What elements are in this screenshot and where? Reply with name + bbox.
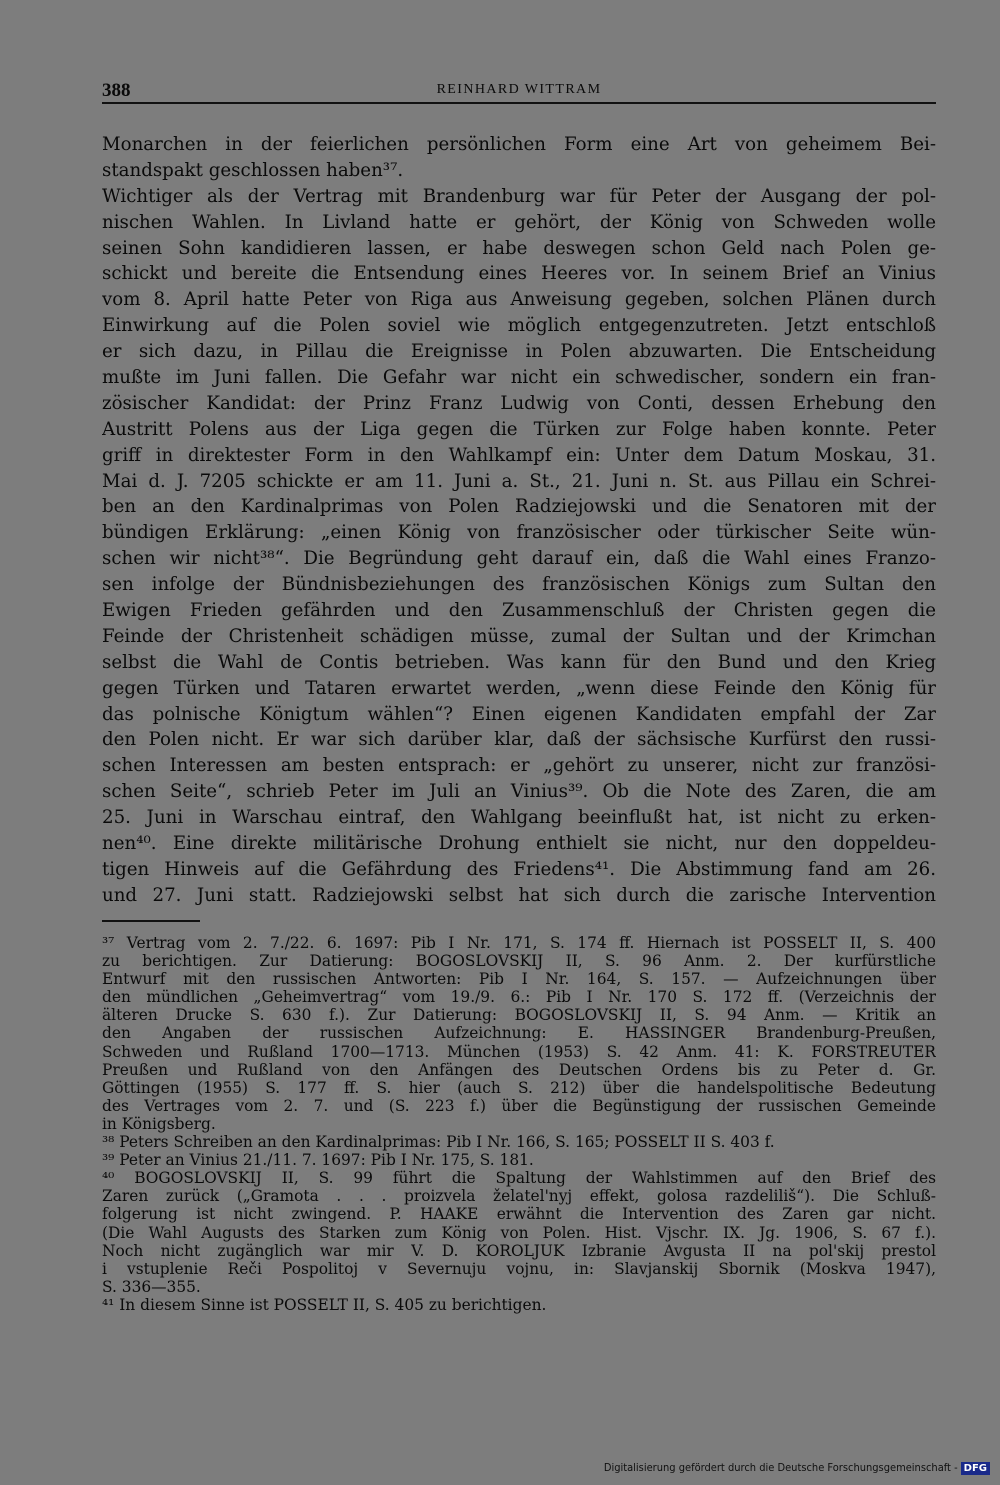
body-line: zösischer Kandidat: der Prinz Franz Ludwig von Conti, dessen Erhebung den [102,392,936,414]
body-line: das polnische Königtum wählen“? Einen eigenen Kandidaten empfahl der Zar [102,703,936,725]
body-line: er sich dazu, in Pillau die Ereignisse in Polen abzuwarten. Die Entscheidung [102,341,936,363]
body-line: vom 8. April hatte Peter von Riga aus Anweisung gegeben, solchen Plänen durch [102,289,936,311]
body-line: Mai d. J. 7205 schickte er am 11. Juni a. St., 21. Juni n. St. aus Pillau ein Schrei- [102,470,936,492]
footnote-line: in Königsberg. [102,1114,216,1133]
footnote-line: ³⁸ Peters Schreiben an den Kardinalprimas: Pib I Nr. 166, S. 165; POSSELT II S. 403 f. [102,1133,775,1152]
footnotes [102,934,936,1314]
body-line: 25. Juni in Warschau eintraf, den Wahlgang beeinflußt hat, ist nicht zu erken- [102,807,936,829]
footnote-line: des Vertrages vom 2. 7. und (S. 223 f.) über die Begünstigung der russischen Gemeinde [102,1096,936,1115]
body-line: gegen Türken und Tataren erwartet werden, „wenn diese Feinde den König für [102,677,936,699]
body-line: Monarchen in der feierlichen persönlichen Form eine Art von geheimem Bei- [102,134,936,155]
footnote-line: folgerung ist nicht zwingend. P. HAAKE erwähnt die Intervention des Zaren gar nicht. [102,1205,936,1224]
body-line: tigen Hinweis auf die Gefährdung des Friedens⁴¹. Die Abstimmung fand am 26. [102,858,936,880]
body-line: seinen Sohn kandidieren lassen, er habe deswegen schon Geld nach Polen ge- [102,237,936,259]
footnote-line: i vstuplenie Reči Pospolitoj v Severnuju vojnu, in: Slavjanskij Sbornik (Moskva 1947), [102,1259,936,1278]
body-line: griff in direktester Form in den Wahlkampf ein: Unter dem Datum Moskau, 31. [102,444,936,466]
footnote-line: Entwurf mit den russischen Antworten: Pib I Nr. 164, S. 157. — Aufzeichnungen über [102,970,936,989]
body-line: nischen Wahlen. In Livland hatte er gehört, der König von Schweden wolle [102,211,936,233]
footnote-line: Noch nicht zugänglich war mir V. D. KOROLJUK Izbranie Avgusta II na pol'skij prestol [102,1241,936,1260]
body-line: Wichtiger als der Vertrag mit Brandenburg war für Peter der Ausgang der pol- [102,185,936,207]
body-line: ben an den Kardinalprimas von Polen Radziejowski und die Senatoren mit der [102,496,936,518]
footnote-line: den mündlichen „Geheimvertrag“ vom 19./9. 6.: Pib I Nr. 170 S. 172 ff. (Verzeichnis der [102,988,936,1007]
body-line: sen infolge der Bündnisbeziehungen des französischen Königs zum Sultan den [102,574,936,596]
body-line: den Polen nicht. Er war sich darüber klar, daß der sächsische Kurfürst den russi- [102,729,936,751]
body-line: bündigen Erklärung: „einen König von französischer oder türkischer Seite wün- [102,522,936,544]
body-line: schen Interessen am besten entsprach: er „gehört zu unserer, nicht zur französi- [102,755,936,777]
body-line: schen wir nicht³⁸“. Die Begründung geht darauf ein, daß die Wahl eines Franzo- [102,548,936,570]
body-line: Feinde der Christenheit schädigen müsse, zumal der Sultan und der Krimchan [102,625,936,647]
body-line: nen⁴⁰. Eine direkte militärische Drohung enthielt sie nicht, nur den doppeldeu- [102,833,936,855]
body-line: und 27. Juni statt. Radziejowski selbst hat sich durch die zarische Intervention [102,884,936,906]
digitization-credit [604,1461,990,1475]
footnote-line: ³⁷ Vertrag vom 2. 7./22. 6. 1697: Pib I Nr. 171, S. 174 ff. Hiernach ist POSSELT II, S. 400 [102,934,936,952]
header-rule [102,102,936,104]
body-line: Einwirkung auf die Polen soviel wie möglich entgegenzutreten. Jetzt entschloß [102,315,936,337]
body-line: Ewigen Frieden gefährden und den Zusammenschluß der Christen gegen die [102,600,936,622]
running-head: REINHARD WITTRAM [436,82,602,97]
footnote-line: ³⁹ Peter an Vinius 21./11. 7. 1697: Pib I Nr. 175, S. 181. [102,1151,534,1170]
page-number: 388 [102,80,131,101]
footnote-line: Schweden und Rußland 1700—1713. München (1953) S. 42 Anm. 41: K. FORSTREUTER [102,1042,936,1061]
footnote-line: (Die Wahl Augusts des Starken zum König von Polen. Hist. Vjschr. IX. Jg. 1906, S. 67 f.). [102,1223,936,1242]
footnote-line: Zaren zurück („Gramota . . . proizvela želatel'nyj effekt, golosa razdeliliš“). Die Schluß- [102,1187,936,1206]
body-line: Austritt Polens aus der Liga gegen die Türken zur Folge haben konnte. Peter [102,418,936,440]
body-line: schickt und bereite die Entsendung eines Heeres vor. In seinem Brief an Vinius [102,263,936,285]
footnote-line: den Angaben der russischen Aufzeichnung: E. HASSINGER Brandenburg-Preußen, [102,1024,936,1043]
body-line: standspakt geschlossen haben³⁷. [102,159,404,181]
body-line: schen Seite“, schrieb Peter im Juli an Vinius³⁹. Ob die Note des Zaren, die am [102,781,936,803]
footnote-line: ⁴¹ In diesem Sinne ist POSSELT II, S. 405 zu berichtigen. [102,1295,547,1314]
footnote-line: ⁴⁰ BOGOSLOVSKIJ II, S. 99 führt die Spaltung der Wahlstimmen auf den Brief des [102,1169,936,1188]
body-line: selbst die Wahl de Contis betrieben. Was kann für den Bund und den Krieg [102,651,936,673]
body-text [102,132,936,909]
footnote-line: S. 336—355. [102,1277,201,1296]
credit-text: Digitalisierung gefördert durch die Deutsche Forschungsgemeinschaft - [603,1461,958,1474]
page-header [102,80,936,104]
footnote-line: älteren Drucke S. 630 f.). Zur Datierung: BOGOSLOVSKIJ II, S. 94 Anm. — Kritik an [102,1006,936,1025]
body-line: mußte im Juni fallen. Die Gefahr war nicht ein schwedischer, sondern ein fran- [102,367,936,389]
footnote-rule [102,920,200,922]
footnote-line: zu berichtigen. Zur Datierung: BOGOSLOVSKIJ II, S. 96 Anm. 2. Der kurfürstliche [102,952,936,971]
dfg-logo: DFG [961,1462,990,1475]
footnote-line: Preußen und Rußland von den Anfängen des Deutschen Ordens bis zu Peter d. Gr. [102,1060,936,1079]
footnote-line: Göttingen (1955) S. 177 ff. S. hier (auch S. 212) über die handelspolitische Bedeutung [102,1078,936,1097]
